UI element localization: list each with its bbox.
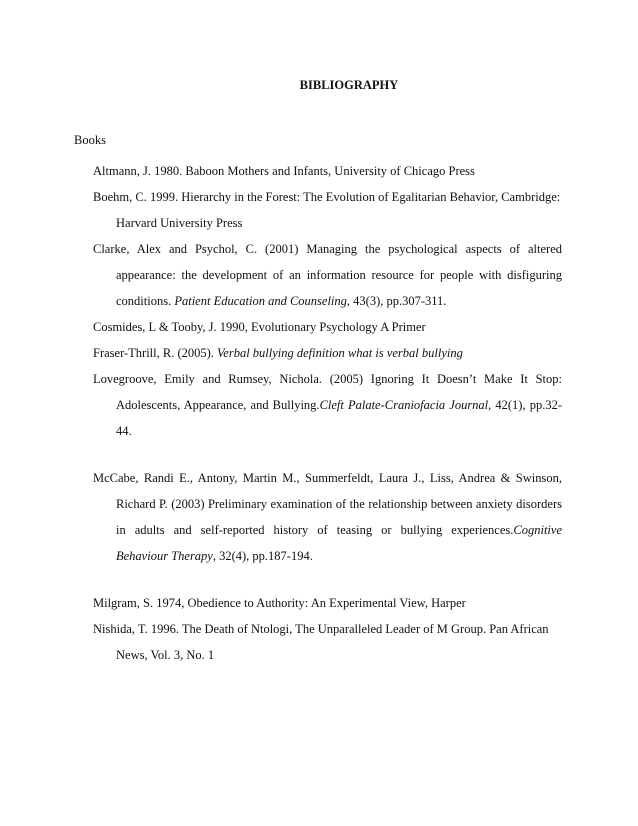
- reference-text: Nishida, T. 1996. The Death of Ntologi, The Unparalleled Leader of M Group. Pan African News, Vol. 3, No. 1: [93, 622, 549, 662]
- reference-clarke: [93, 236, 562, 314]
- reference-boehm: [93, 184, 562, 236]
- reference-citation-details: , 42(1), pp.32-44.: [116, 398, 562, 438]
- reference-citation-details: , 32(4), pp.187-194.: [212, 549, 313, 563]
- reference-mccabe: [93, 465, 562, 569]
- reference-journal-title: Patient Education and Counseling: [174, 294, 347, 308]
- reference-text: Lovegroove, Emily and Rumsey, Nichola. (2005) Ignoring It Doesn’t Make It Stop: Adolescents, Appearance, and Bullying.: [93, 372, 562, 412]
- reference-text: Boehm, C. 1999. Hierarchy in the Forest: The Evolution of Egalitarian Behavior, Cambridge: Harvard University Press: [93, 190, 561, 230]
- reference-text: Clarke, Alex and Psychol, C. (2001) Managing the psychological aspects of altered appearance: the development of an information resource for people with disfiguring conditions.: [93, 242, 562, 308]
- reference-milgram: [93, 590, 562, 616]
- reference-lovegroove: [93, 366, 562, 444]
- reference-text: Altmann, J. 1980. Baboon Mothers and Infants, University of Chicago Press: [93, 164, 475, 178]
- section-heading-books: Books: [74, 133, 106, 147]
- reference-journal-title: Cognitive Behaviour Therapy: [116, 523, 562, 563]
- reference-text: McCabe, Randi E., Antony, Martin M., Summerfeldt, Laura J., Liss, Andrea & Swinson, Richard P. (2003) Preliminary examination of the relationship between anxiety disorders in adults and self-reported history of teasing or bullying experiences.: [93, 471, 562, 537]
- reference-text: Milgram, S. 1974, Obedience to Authority: An Experimental View, Harper: [93, 596, 466, 610]
- reference-text: Cosmides, L & Tooby, J. 1990, Evolutionary Psychology A Primer: [93, 320, 426, 334]
- reference-article-title: Verbal bullying definition what is verbal bullying: [217, 346, 463, 360]
- reference-text: Fraser-Thrill, R. (2005).: [93, 346, 218, 360]
- reference-list: [93, 158, 562, 668]
- reference-fraser-thrill: [93, 340, 562, 366]
- reference-cosmides: [93, 314, 562, 340]
- reference-journal-title: Cleft Palate-Craniofacia Journal: [319, 398, 489, 412]
- page-title: BIBLIOGRAPHY: [299, 78, 399, 92]
- reference-altmann: [93, 158, 562, 184]
- reference-nishida: [93, 616, 562, 668]
- reference-citation-details: , 43(3), pp.307-311.: [346, 294, 447, 308]
